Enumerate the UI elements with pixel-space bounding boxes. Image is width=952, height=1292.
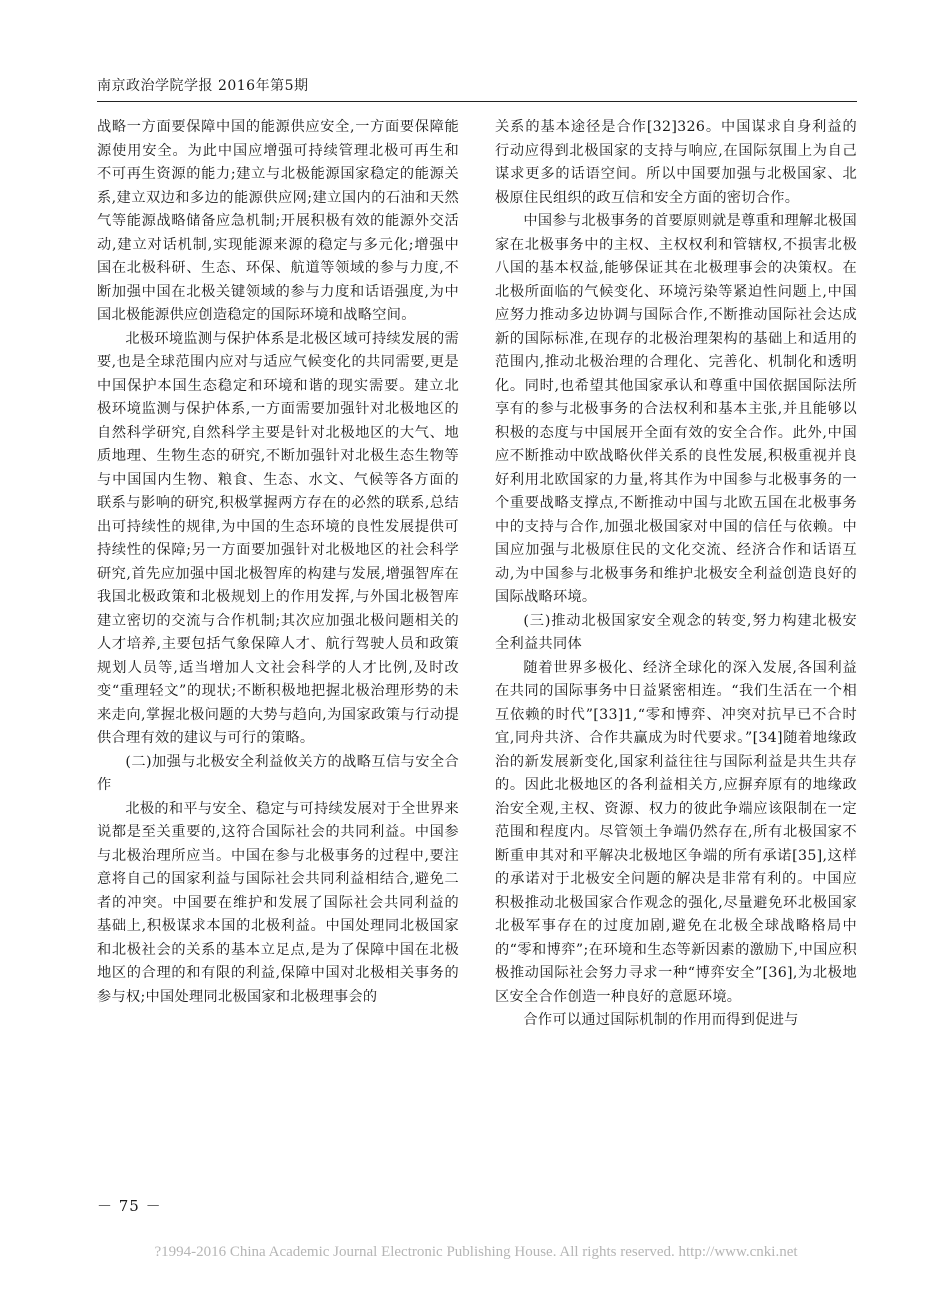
- section-heading: (三)推动北极国家安全观念的转变,努力构建北极安全利益共同体: [495, 612, 857, 652]
- paragraph: 合作可以通过国际机制的作用而得到促进与: [523, 1012, 799, 1028]
- running-header: 南京政治学院学报 2016年第5期: [97, 78, 309, 94]
- page-number: － 75 －: [97, 1197, 162, 1215]
- paragraph: 关系的基本途径是合作[32]326。中国谋求自身利益的行动应得到北极国家的支持与响应,在国际氛围上为自己谋求更多的话语空间。所以中国要加强与北极国家、北极原住民组织的政互信和安全方面的密切合作。: [495, 119, 857, 206]
- copyright-footer: ?1994-2016 China Academic Journal Electronic Publishing House. All rights reserved. http://www.cnki.net: [154, 1244, 798, 1260]
- paragraph: 中国参与北极事务的首要原则就是尊重和理解北极国家在北极事务中的主权、主权权利和管辖权,不损害北极八国的基本权益,能够保证其在北极理事会的决策权。在北极所面临的气候变化、环境污染等紧迫性问题上,中国应努力推动多边协调与国际合作,不断推动国际社会达成新的国际标准,在现存的北极治理架构的基础上和适用的范围内,推动北极治理的合理化、完善化、机制化和透明化。同时,也希望其他国家承认和尊重中国依据国际法所享有的参与北极事务的合法权利和基本主张,并且能够以积极的态度与中国展开全面有效的安全合作。此外,中国应不断推动中欧战略伙伴关系的良性发展,积极重视并良好利用北欧国家的力量,将其作为中国参与北极事务的一个重要战略支撑点,不断推动中国与北欧五国在北极事务中的支持与合作,加强北极国家对中国的信任与依赖。中国应加强与北极原住民的文化交流、经济合作和话语互动,为中国参与北极事务和维护北极安全利益创造良好的国际战略环境。: [495, 213, 857, 605]
- paragraph: 北极的和平与安全、稳定与可持续发展对于全世界来说都是至关重要的,这符合国际社会的共同利益。中国参与北极治理所应当。中国在参与北极事务的过程中,要注意将自己的国家利益与国际社会共同利益相结合,避免二者的冲突。中国要在维护和发展了国际社会共同利益的基础上,积极谋求本国的北极利益。中国处理同北极国家和北极社会的关系的基本立足点,是为了保障中国在北极地区的合理的和有限的利益,保障中国对北极相关事务的参与权;中国处理同北极国家和北极理事会的: [97, 800, 459, 1005]
- header-rule: [97, 101, 857, 102]
- paragraph: 北极环境监测与保护体系是北极区域可持续发展的需要,也是全球范围内应对与适应气候变化的共同需要,更是中国保护本国生态稳定和环境和谐的现实需要。建立北极环境监测与保护体系,一方面需要加强针对北极地区的自然科学研究,自然科学主要是针对北极地区的大气、地质地理、生物生态的研究,不断加强针对北极生态生物等与中国国内生物、粮食、生态、水文、气候等各方面的联系与影响的研究,积极掌握两方存在的必然的联系,总结出可持续性的规律,为中国的生态环境的良性发展提供可持续性的保障;另一方面要加强针对北极地区的社会科学研究,首先应加强中国北极智库的构建与发展,增强智库在我国北极政策和北极规划上的作用发挥,与外国北极智库建立密切的交流与合作机制;其次应加强北极问题相关的人才培养,主要包括气象保障人才、航行驾驶人员和政策规划人员等,适当增加人文社会科学的人才比例,及时改变“重理轻文”的现状;不断积极地把握北极治理形势的未来走向,掌握北极问题的大势与趋向,为国家政策与行动提供合理有效的建议与可行的策略。: [97, 330, 459, 746]
- paragraph: 随着世界多极化、经济全球化的深入发展,各国利益在共同的国际事务中日益紧密相连。“我们生活在一个相互依赖的时代”[33]1,“零和博弈、冲突对抗早已不合时宜,同舟共济、合作共赢成为时代要求。”[34]随着地缘政治的新发展新变化,国家利益往往与国际利益是共生共存的。因此北极地区的各利益相关方,应摒弃原有的地缘政治安全观,主权、资源、权力的彼此争端应该限制在一定范围和程度内。尽管领土争端仍然存在,所有北极国家不断重申其对和平解决北极地区争端的所有承诺[35],这样的承诺对于北极安全问题的解决是非常有利的。中国应积极推动北极国家合作观念的强化,尽量避免环北极国家北极军事存在的过度加剧,避免在北极全球战略格局中的“零和博弈”;在环境和生态等新因素的激励下,中国应积极推动国际社会努力寻求一种“博弈安全”[36],为北极地区安全合作创造一种良好的意愿环境。: [495, 659, 857, 1005]
- left-column: [97, 116, 459, 1009]
- section-heading: (二)加强与北极安全利益攸关方的战略互信与安全合作: [97, 753, 459, 793]
- right-column: [495, 116, 857, 1033]
- paragraph: 战略一方面要保障中国的能源供应安全,一方面要保障能源使用安全。为此中国应增强可持续管理北极可再生和不可再生资源的能力;建立与北极能源国家稳定的能源关系,建立双边和多边的能源供应网;建立国内的石油和天然气等能源战略储备应急机制;开展积极有效的能源外交活动,建立对话机制,实现能源来源的稳定与多元化;增强中国在北极科研、生态、环保、航道等领域的参与力度,不断加强中国在北极关键领域的参与力度和话语强度,为中国北极能源供应创造稳定的国际环境和战略空间。: [97, 119, 459, 323]
